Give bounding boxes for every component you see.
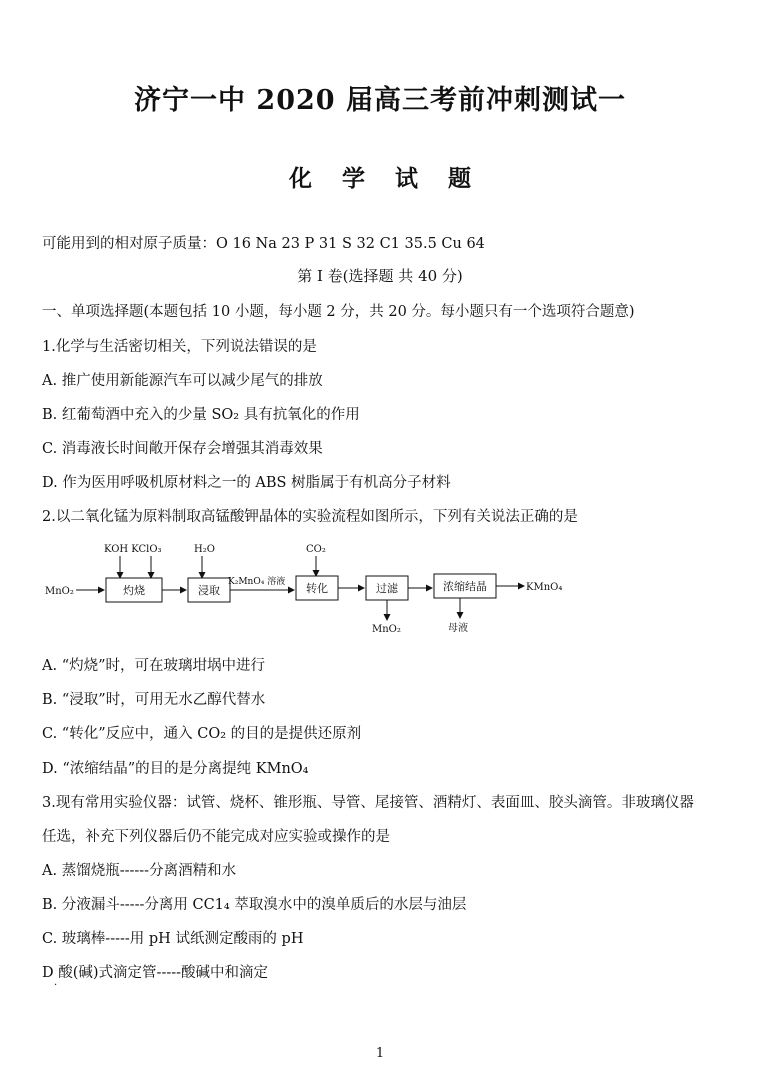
question-1-option-b: B. 红葡萄酒中充入的少量 SO₂ 具有抗氧化的作用 bbox=[42, 407, 360, 423]
flow-intermediate-label: K₂MnO₄ 溶液 bbox=[228, 577, 286, 587]
flow-byproduct-1: MnO₂ bbox=[372, 624, 401, 635]
flow-reagent-2: H₂O bbox=[194, 544, 215, 555]
process-flow-diagram bbox=[40, 536, 600, 636]
flow-step-4-label: 过滤 bbox=[376, 582, 398, 595]
subject-title: 化 学 试 题 bbox=[288, 165, 472, 192]
question-3-option-a: A. 蒸馏烧瓶------分离酒精和水 bbox=[42, 863, 237, 879]
flow-step-3-label: 转化 bbox=[306, 582, 328, 595]
flow-reagent-1: KOH KClO₃ bbox=[104, 544, 162, 555]
question-2-option-a: A. “灼烧”时，可在玻璃坩埚中进行 bbox=[42, 658, 266, 674]
flow-input-label: MnO₂ bbox=[45, 586, 74, 597]
flow-reagent-3: CO₂ bbox=[306, 544, 326, 555]
flow-step-5-label: 浓缩结晶 bbox=[443, 580, 487, 593]
flow-step-1-label: 灼烧 bbox=[123, 584, 145, 597]
flow-byproduct-2: 母液 bbox=[448, 623, 468, 634]
question-1-option-d: D. 作为医用呼吸机原材料之一的 ABS 树脂属于有机高分子材料 bbox=[42, 475, 451, 491]
flow-step-2-label: 浸取 bbox=[198, 584, 220, 597]
section-heading: 第 I 卷(选择题 共 40 分) bbox=[297, 267, 463, 285]
question-1-stem: 1.化学与生活密切相关，下列说法错误的是 bbox=[42, 339, 317, 355]
flow-output-label: KMnO₄ bbox=[526, 582, 563, 593]
stray-mark: · bbox=[54, 980, 58, 991]
question-3-option-d: D 酸(碱)式滴定管-----酸碱中和滴定 bbox=[42, 965, 269, 981]
question-2-option-b: B. “浸取”时，可用无水乙醇代替水 bbox=[42, 692, 266, 708]
question-2-stem: 2.以二氧化锰为原料制取高锰酸钾晶体的实验流程如图所示，下列有关说法正确的是 bbox=[42, 509, 578, 525]
question-3-option-c: C. 玻璃棒-----用 pH 试纸测定酸雨的 pH bbox=[42, 931, 304, 947]
page-title: 济宁一中 2020 届高三考前冲刺测试一 bbox=[134, 85, 626, 116]
page-number: 1 bbox=[375, 1046, 385, 1061]
atomic-masses: 可能用到的相对原子质量：O 16 Na 23 P 31 S 32 C1 35.5 Cu 64 bbox=[42, 236, 485, 252]
section-instruction: 一、单项选择题(本题包括 10 小题，每小题 2 分，共 20 分。每小题只有一个选项符合题意) bbox=[42, 304, 635, 320]
question-1-option-a: A. 推广使用新能源汽车可以减少尾气的排放 bbox=[42, 373, 323, 389]
question-3-stem-line-2: 任选，补充下列仪器后仍不能完成对应实验或操作的是 bbox=[42, 829, 390, 845]
question-3-stem-line-1: 3.现有常用实验仪器：试管、烧杯、锥形瓶、导管、尾接管、酒精灯、表面皿、胶头滴管。非玻璃仪器 bbox=[42, 795, 694, 811]
question-3-option-b: B. 分液漏斗-----分离用 CC1₄ 萃取溴水中的溴单质后的水层与油层 bbox=[42, 897, 467, 913]
question-1-option-c: C. 消毒液长时间敞开保存会增强其消毒效果 bbox=[42, 441, 323, 457]
question-2-option-d: D. “浓缩结晶”的目的是分离提纯 KMnO₄ bbox=[42, 761, 309, 777]
question-2-option-c: C. “转化”反应中，通入 CO₂ 的目的是提供还原剂 bbox=[42, 726, 362, 742]
